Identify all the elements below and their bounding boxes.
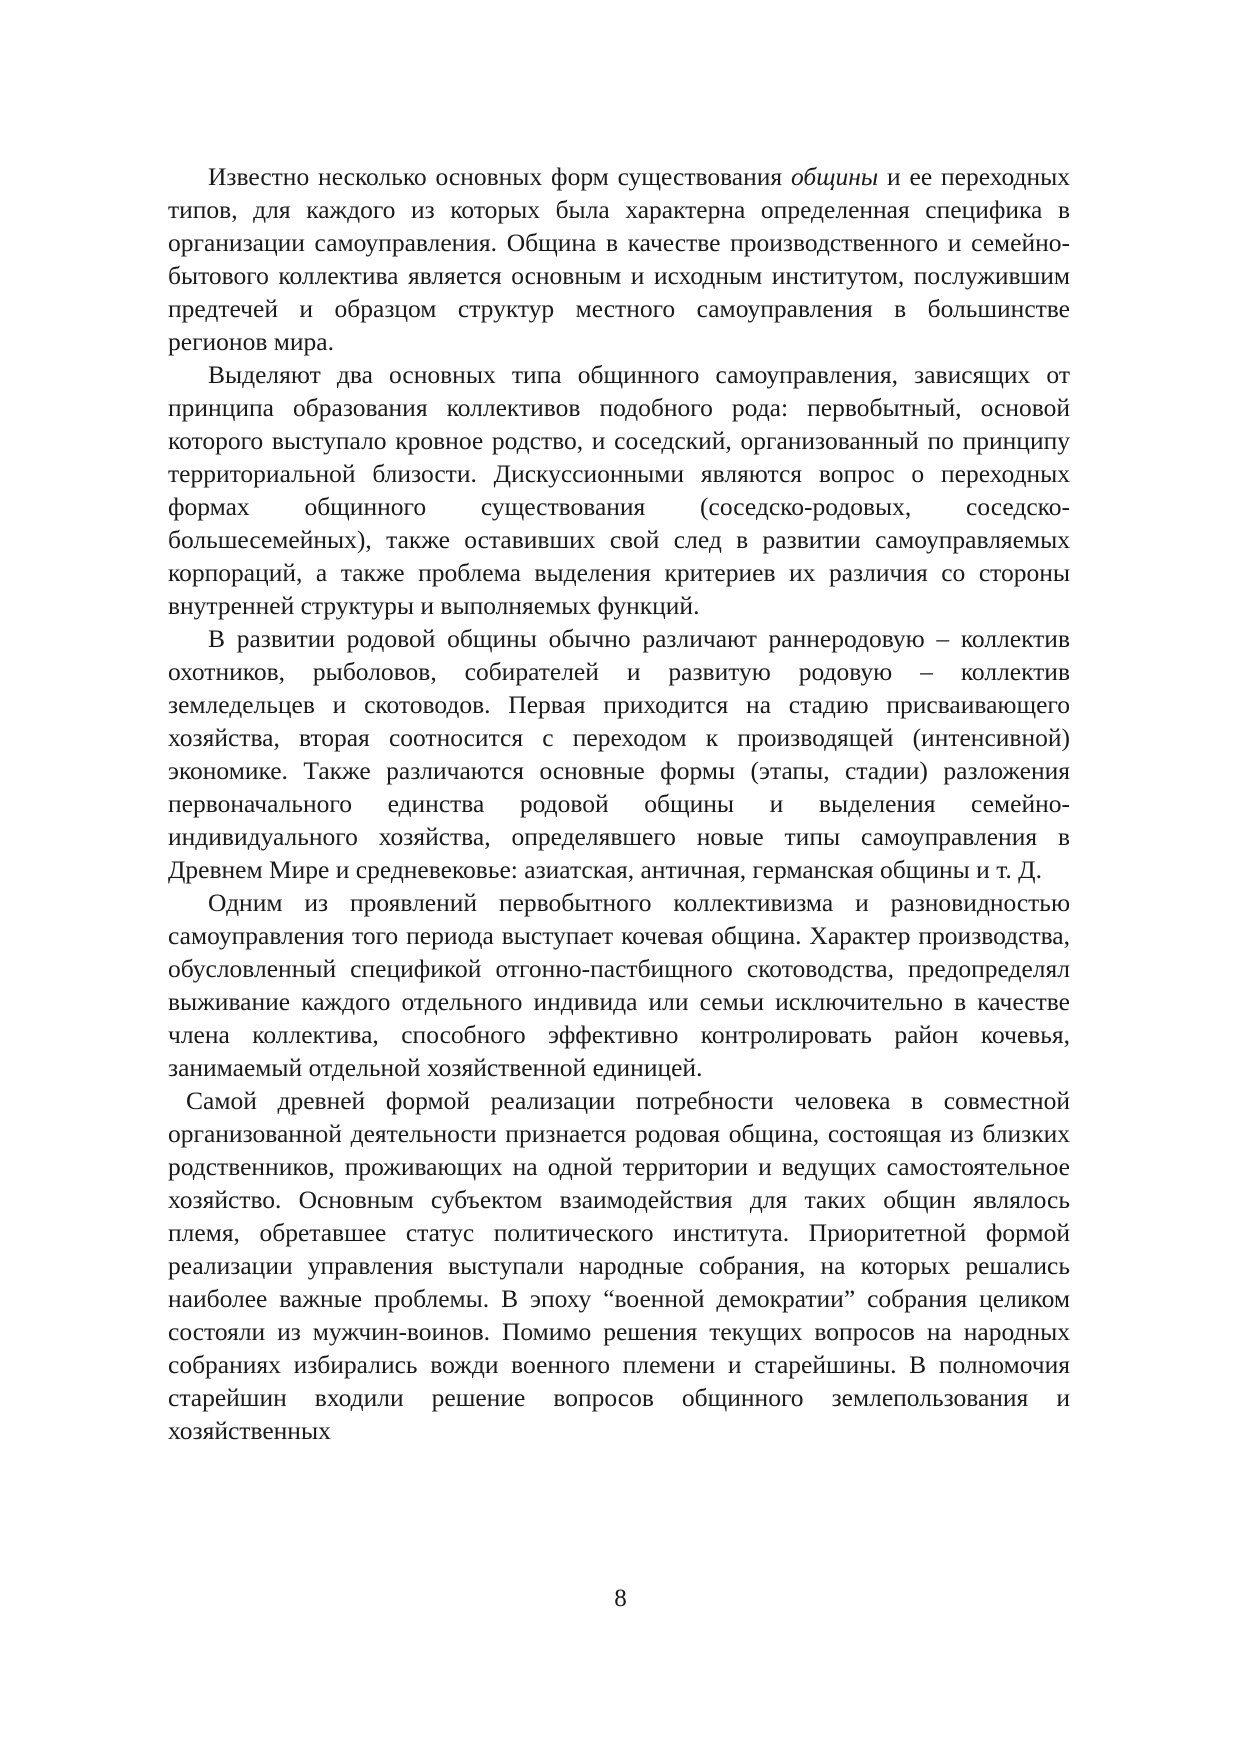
paragraph-1-end: и ее переходных типов, для каждого из которых была характерна определенная специфика в организации самоуправления. Община в качестве производственного и семейно-бытового коллектива является основным и исходным институтом, послужившим предтечей и образцом структур местного самоуправления в большинстве регионов мира.: [168, 162, 1070, 356]
paragraph-1-start: Известно несколько основных форм существования: [208, 162, 791, 191]
page-number: 8: [614, 1585, 627, 1612]
paragraph-1: [168, 160, 1070, 358]
paragraph-5: Самой древней формой реализации потребности человека в совместной организованной деятельности признается родовая община, состоящая из близких родственников, проживающих на одной территории и ведущих самостоятельное хозяйство. Основным субъектом взаимодействия для таких общин являлось племя, обретавшее статус политического института. Приоритетной формой реализации управления выступали народные собрания, на которых решались наиболее важные проблемы. В эпоху “военной демократии” собрания целиком состояли из мужчин-воинов. Помимо решения текущих вопросов на народных собраниях избирались вожди военного племени и старейшины. В полномочия старейшин входили решение вопросов общинного землепользования и хозяйственных: [168, 1086, 1070, 1445]
paragraph-3: В развитии родовой общины обычно различают раннеродовую – коллектив охотников, рыболовов, собирателей и развитую родовую – коллектив земледельцев и скотоводов. Первая приходится на стадию присваивающего хозяйства, вторая соотносится с переходом к производящей (интенсивной) экономике. Также различаются основные формы (этапы, стадии) разложения первоначального единства родовой общины и выделения семейно-индивидуального хозяйства, определявшего новые типы самоуправления в Древнем Мире и средневековье: азиатская, античная, германская общины и т. Д.: [168, 624, 1070, 884]
paragraph-2: Выделяют два основных типа общинного самоуправления, зависящих от принципа образования коллективов подобного рода: первобытный, основой которого выступало кровное родство, и соседский, организованный по принципу территориальной близости. Дискуссионными являются вопрос о переходных формах общинного существования (соседско-родовых, соседско-большесемейных), также оставивших свой след в развитии самоуправляемых корпораций, а также проблема выделения критериев их различия со стороны внутренней структуры и выполняемых функций.: [168, 360, 1070, 620]
emphasis-term: общины: [790, 162, 879, 191]
paragraph-4: Одним из проявлений первобытного коллективизма и разновидностью самоуправления того периода выступает кочевая община. Характер производства, обусловленный спецификой отгонно-пастбищного скотоводства, предопределял выживание каждого отдельного индивида или семьи исключительно в качестве члена коллектива, способного эффективно контролировать район кочевья, занимаемый отдельной хозяйственной единицей.: [168, 888, 1070, 1082]
body-text: [168, 160, 1070, 1447]
